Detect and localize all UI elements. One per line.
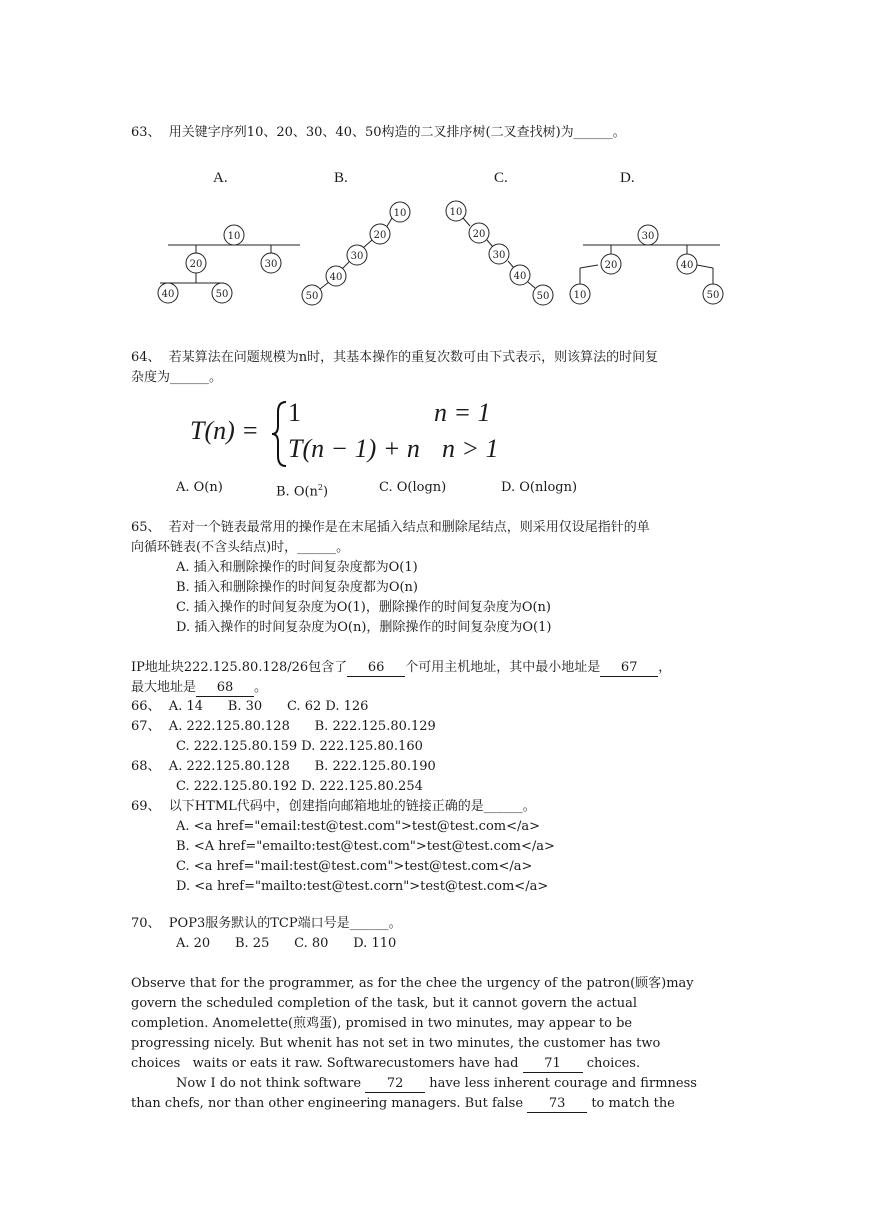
passage-line6: Now I do not think software 72 have less inherent courage and firmness	[176, 1076, 697, 1091]
q65-option-c: C. 插入操作的时间复杂度为O(1)，删除操作的时间复杂度为O(n)	[176, 600, 551, 615]
formula-brace	[270, 400, 290, 468]
q64-option-c: C. O(logn)	[379, 480, 447, 495]
q65-line2: 向循环链表(不含头结点)时，______。	[131, 540, 350, 555]
q65-option-d: D. 插入操作的时间复杂度为O(n)，删除操作的时间复杂度为O(1)	[176, 620, 552, 635]
q70-text: 70、 POP3服务默认的TCP端口号是______。	[131, 916, 402, 931]
formula-cond1: n = 1	[434, 398, 491, 427]
q65-line1: 65、 若对一个链表最常用的操作是在末尾插入结点和删除尾结点，则采用仅设尾指针的单	[131, 520, 650, 535]
q69-option-b: B. <A href="emailto:test@test.com">test@test.com</a>	[176, 839, 555, 854]
tree-c-text-1: 10	[449, 207, 463, 218]
tree-d-text-ll: 10	[573, 290, 587, 301]
passage-line5: choices waits or eats it raw. Softwarecustomers have had 71 choices.	[131, 1056, 641, 1071]
blank-72: 72	[365, 1075, 425, 1093]
tree-d-text-root: 30	[641, 231, 655, 242]
q67-line2: C. 222.125.80.159 D. 222.125.80.160	[176, 739, 423, 754]
q64-option-b: B. $O(n^2)$	[276, 483, 329, 500]
passage-line4: progressing nicely. But whenit has not set in two minutes, the customer has two	[131, 1036, 661, 1051]
blank-68: 68	[196, 679, 254, 697]
blank-73: 73	[527, 1095, 587, 1113]
q67-line1: 67、 A. 222.125.80.128 B. 222.125.80.129	[131, 719, 436, 734]
tree-b-text-3: 30	[350, 251, 364, 262]
q63-label-a: A.	[213, 170, 228, 186]
formula-case1: 1	[288, 398, 301, 427]
passage-line1: Observe that for the programmer, as for the chee the urgency of the patron(顾客)may	[131, 976, 694, 991]
q65-option-b: B. 插入和删除操作的时间复杂度都为O(n)	[176, 580, 418, 595]
passage-line2: govern the scheduled completion of the task, but it cannot govern the actual	[131, 996, 638, 1011]
q65-option-a: A. 插入和删除操作的时间复杂度都为O(1)	[176, 560, 418, 575]
q63-tree-diagrams	[0, 0, 869, 320]
tree-a-text-lr: 50	[215, 289, 229, 300]
tree-c-text-4: 40	[513, 271, 527, 282]
tree-b-text-2: 20	[373, 230, 387, 241]
tree-c-text-3: 30	[492, 250, 506, 261]
q68-line2: C. 222.125.80.192 D. 222.125.80.254	[176, 779, 423, 794]
tree-d-text-right: 40	[680, 260, 694, 271]
q69-option-d: D. <a href="mailto:test@test.corn">test@test.com</a>	[176, 879, 549, 894]
formula-cond2: n > 1	[442, 434, 499, 463]
q63-text: 63、 用关键字序列10、20、30、40、50构造的二叉排序树(二叉查找树)为______。	[131, 125, 626, 140]
tree-d-text-rr: 50	[706, 290, 720, 301]
tree-a-text-ll: 40	[161, 289, 175, 300]
ip-question-line2: 最大地址是 68 。	[131, 680, 268, 695]
tree-b-text-4: 40	[329, 272, 343, 283]
q66-options: 66、 A. 14 B. 30 C. 62 D. 126	[131, 699, 369, 714]
tree-c-text-5: 50	[536, 291, 550, 302]
tree-b-text-5: 50	[305, 291, 319, 302]
q64-line1: 64、 若某算法在问题规模为n时，其基本操作的重复次数可由下式表示，则该算法的时间复	[131, 350, 659, 365]
blank-71: 71	[523, 1055, 583, 1073]
tree-a-text-root: 10	[227, 231, 241, 242]
passage-line7: than chefs, nor than other engineering managers. But false 73 to match the	[131, 1096, 675, 1111]
q63-label-b: B.	[334, 170, 348, 186]
tree-a-text-right: 30	[264, 259, 278, 270]
blank-67: 67	[600, 659, 658, 677]
q64-line2: 杂度为______。	[131, 370, 223, 385]
tree-b-text-1: 10	[393, 208, 407, 219]
q64-formula	[190, 398, 500, 470]
q70-options: A. 20 B. 25 C. 80 D. 110	[176, 936, 397, 951]
ip-question-line1: IP地址块222.125.80.128/26包含了 66 个可用主机地址，其中最小地址是 67 ，	[131, 660, 672, 675]
q64-option-a: A. O(n)	[176, 480, 223, 495]
formula-lhs: T(n) =	[190, 416, 259, 445]
q63-label-d: D.	[620, 170, 635, 186]
q69-option-a: A. <a href="email:test@test.com">test@test.com</a>	[176, 819, 541, 834]
q64-option-d: D. O(nlogn)	[501, 480, 578, 495]
passage-line3: completion. Anomelette(煎鸡蛋), promised in two minutes, may appear to be	[131, 1016, 633, 1031]
q69-text: 69、 以下HTML代码中，创建指向邮箱地址的链接正确的是______。	[131, 799, 536, 814]
q68-line1: 68、 A. 222.125.80.128 B. 222.125.80.190	[131, 759, 436, 774]
tree-c-text-2: 20	[472, 229, 486, 240]
q63-label-c: C.	[494, 170, 508, 186]
tree-a-text-left: 20	[189, 259, 203, 270]
blank-66: 66	[347, 659, 405, 677]
q69-option-c: C. <a href="mail:test@test.com">test@test.com</a>	[176, 859, 533, 874]
tree-d-text-left: 20	[604, 260, 618, 271]
formula-case2: T(n − 1) + n	[288, 434, 420, 463]
